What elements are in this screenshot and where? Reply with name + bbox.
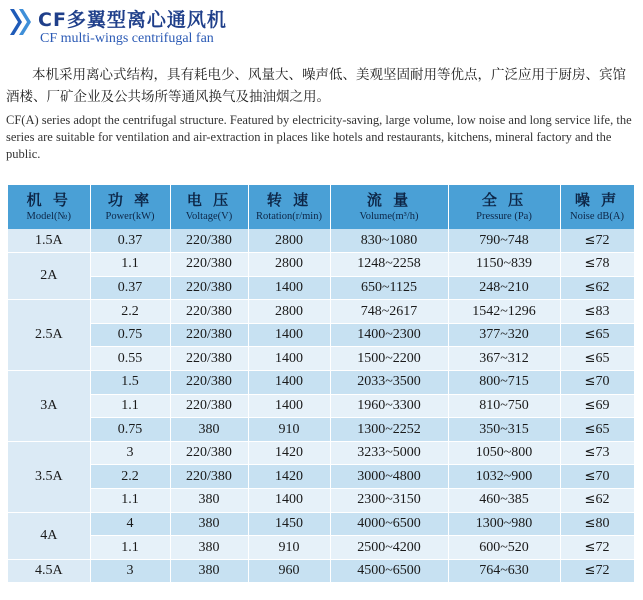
noise-cell — [560, 512, 634, 536]
header-label-cn: 转 速 — [266, 190, 312, 209]
pressure-cell: 810~750 — [448, 394, 560, 418]
model-cell: 2.5A — [8, 300, 90, 371]
noise-value: 62 — [595, 279, 610, 295]
noise-cell — [560, 418, 634, 442]
voltage-cell: 380 — [170, 418, 248, 442]
voltage-cell: 380 — [170, 559, 248, 583]
noise-cell — [560, 229, 634, 253]
noise-cell — [560, 489, 634, 513]
noise-cell — [560, 536, 634, 560]
rotation-cell: 1400 — [248, 347, 330, 371]
column-header-volume — [330, 185, 448, 229]
power-cell: 3 — [90, 559, 170, 583]
model-cell: 3A — [8, 371, 90, 442]
noise-value: 65 — [595, 421, 610, 437]
table-row — [8, 300, 634, 324]
less-equal-symbol: ≤ — [584, 374, 596, 390]
noise-cell — [560, 323, 634, 347]
voltage-cell: 380 — [170, 489, 248, 513]
power-cell: 2.2 — [90, 300, 170, 324]
volume-cell: 1500~2200 — [330, 347, 448, 371]
voltage-cell: 380 — [170, 536, 248, 560]
pressure-cell: 350~315 — [448, 418, 560, 442]
table-row — [8, 418, 634, 442]
header-label-cn: 功 率 — [107, 190, 153, 209]
volume-cell: 650~1125 — [330, 276, 448, 300]
less-equal-symbol: ≤ — [584, 492, 596, 508]
noise-value: 70 — [595, 468, 610, 484]
spec-table — [8, 185, 635, 583]
header-label-cn: 噪 声 — [574, 190, 620, 209]
volume-cell: 3000~4800 — [330, 465, 448, 489]
less-equal-symbol: ≤ — [584, 279, 596, 295]
less-equal-symbol: ≤ — [584, 468, 596, 484]
power-cell: 1.5 — [90, 371, 170, 395]
pressure-cell: 800~715 — [448, 371, 560, 395]
voltage-cell: 220/380 — [170, 394, 248, 418]
noise-value: 65 — [595, 350, 610, 366]
volume-cell: 830~1080 — [330, 229, 448, 253]
rotation-cell: 1400 — [248, 489, 330, 513]
header-label-en: Voltage(V) — [185, 210, 233, 222]
noise-value: 70 — [595, 374, 610, 390]
header-label-cn: 电 压 — [186, 190, 232, 209]
rotation-cell: 910 — [248, 536, 330, 560]
rotation-cell: 1400 — [248, 323, 330, 347]
table-row — [8, 441, 634, 465]
intro-text-en: CF(A) series adopt the centrifugal structure. Featured by electricity-saving, large volume, low noise and long service life, the series are suitable for ventilation and air-extraction in places like hotels and restaurants, kitchens, mineral factory and the public. — [6, 113, 632, 161]
rotation-cell: 1420 — [248, 441, 330, 465]
power-cell: 0.75 — [90, 323, 170, 347]
pressure-cell: 1150~839 — [448, 253, 560, 277]
header-label-en: Rotation(r/min) — [256, 210, 322, 222]
rotation-cell: 1400 — [248, 276, 330, 300]
noise-value: 62 — [595, 492, 610, 508]
voltage-cell: 220/380 — [170, 229, 248, 253]
noise-cell — [560, 253, 634, 277]
column-header-power — [90, 185, 170, 229]
table-row — [8, 371, 634, 395]
voltage-cell: 220/380 — [170, 253, 248, 277]
table-row — [8, 323, 634, 347]
pressure-cell: 460~385 — [448, 489, 560, 513]
column-header-rotation — [248, 185, 330, 229]
table-row — [8, 489, 634, 513]
pressure-cell: 1542~1296 — [448, 300, 560, 324]
pressure-cell: 377~320 — [448, 323, 560, 347]
table-row — [8, 253, 634, 277]
power-cell: 1.1 — [90, 394, 170, 418]
header-label-en: Volume(m³/h) — [359, 210, 419, 222]
noise-cell — [560, 559, 634, 583]
pressure-cell: 1300~980 — [448, 512, 560, 536]
voltage-cell: 220/380 — [170, 441, 248, 465]
less-equal-symbol: ≤ — [584, 563, 596, 579]
power-cell: 1.1 — [90, 489, 170, 513]
power-cell: 2.2 — [90, 465, 170, 489]
less-equal-symbol: ≤ — [584, 327, 596, 343]
power-cell: 1.1 — [90, 253, 170, 277]
volume-cell: 1400~2300 — [330, 323, 448, 347]
pressure-cell: 248~210 — [448, 276, 560, 300]
rotation-cell: 1420 — [248, 465, 330, 489]
intro-text-cn: 本机采用离心式结构，具有耗电少、风量大、噪声低、美观坚固耐用等优点，广泛应用于厨房、宾馆酒楼、厂矿企业及公共场所等通风换气及抽油烟之用。 — [6, 67, 626, 105]
power-cell: 0.37 — [90, 276, 170, 300]
power-cell: 0.37 — [90, 229, 170, 253]
volume-cell: 1300~2252 — [330, 418, 448, 442]
table-row — [8, 229, 634, 253]
header-label-en: Model(№) — [26, 210, 71, 222]
volume-cell: 3233~5000 — [330, 441, 448, 465]
rotation-cell: 1400 — [248, 371, 330, 395]
volume-cell: 4000~6500 — [330, 512, 448, 536]
rotation-cell: 2800 — [248, 300, 330, 324]
volume-cell: 2300~3150 — [330, 489, 448, 513]
less-equal-symbol: ≤ — [584, 445, 596, 461]
power-cell: 0.75 — [90, 418, 170, 442]
header-label-en: Power(kW) — [105, 210, 155, 222]
noise-value: 72 — [595, 563, 610, 579]
less-equal-symbol: ≤ — [584, 539, 596, 555]
table-row — [8, 536, 634, 560]
page-title: CF多翼型离心通风机 — [38, 9, 227, 31]
table-row — [8, 347, 634, 371]
voltage-cell: 220/380 — [170, 347, 248, 371]
column-header-pressure — [448, 185, 560, 229]
table-row — [8, 465, 634, 489]
rotation-cell: 2800 — [248, 229, 330, 253]
page-subtitle: CF multi-wings centrifugal fan — [40, 31, 214, 46]
noise-cell — [560, 300, 634, 324]
noise-cell — [560, 394, 634, 418]
volume-cell: 1960~3300 — [330, 394, 448, 418]
voltage-cell: 380 — [170, 512, 248, 536]
model-cell: 3.5A — [8, 441, 90, 512]
column-header-model — [8, 185, 90, 229]
power-cell: 1.1 — [90, 536, 170, 560]
pressure-cell: 1032~900 — [448, 465, 560, 489]
table-row — [8, 276, 634, 300]
pressure-cell: 600~520 — [448, 536, 560, 560]
voltage-cell: 220/380 — [170, 323, 248, 347]
table-row — [8, 512, 634, 536]
pressure-cell: 764~630 — [448, 559, 560, 583]
noise-cell — [560, 371, 634, 395]
column-header-noise — [560, 185, 634, 229]
noise-value: 72 — [595, 232, 610, 248]
column-header-voltage — [170, 185, 248, 229]
table-row — [8, 394, 634, 418]
pressure-cell: 790~748 — [448, 229, 560, 253]
noise-cell — [560, 465, 634, 489]
voltage-cell: 220/380 — [170, 276, 248, 300]
less-equal-symbol: ≤ — [584, 421, 596, 437]
header-label-en: Noise dB(A) — [570, 210, 624, 222]
power-cell: 3 — [90, 441, 170, 465]
model-cell: 4.5A — [8, 559, 90, 583]
model-cell: 4A — [8, 512, 90, 559]
noise-value: 73 — [595, 445, 610, 461]
noise-value: 78 — [595, 256, 610, 272]
rotation-cell: 2800 — [248, 253, 330, 277]
noise-cell — [560, 441, 634, 465]
noise-cell — [560, 347, 634, 371]
noise-value: 65 — [595, 327, 610, 343]
volume-cell: 4500~6500 — [330, 559, 448, 583]
noise-value: 83 — [595, 303, 610, 319]
header-label-cn: 机 号 — [26, 190, 71, 209]
model-cell: 2A — [8, 253, 90, 300]
noise-value: 69 — [595, 397, 610, 413]
noise-cell — [560, 276, 634, 300]
power-cell: 0.55 — [90, 347, 170, 371]
noise-value: 72 — [595, 539, 610, 555]
less-equal-symbol: ≤ — [584, 303, 596, 319]
volume-cell: 2500~4200 — [330, 536, 448, 560]
less-equal-symbol: ≤ — [584, 397, 596, 413]
volume-cell: 2033~3500 — [330, 371, 448, 395]
rotation-cell: 960 — [248, 559, 330, 583]
rotation-cell: 910 — [248, 418, 330, 442]
rotation-cell: 1450 — [248, 512, 330, 536]
voltage-cell: 220/380 — [170, 465, 248, 489]
less-equal-symbol: ≤ — [584, 256, 596, 272]
less-equal-symbol: ≤ — [584, 350, 596, 366]
volume-cell: 1248~2258 — [330, 253, 448, 277]
rotation-cell: 1400 — [248, 394, 330, 418]
voltage-cell: 220/380 — [170, 300, 248, 324]
pressure-cell: 367~312 — [448, 347, 560, 371]
pressure-cell: 1050~800 — [448, 441, 560, 465]
noise-value: 80 — [595, 515, 610, 531]
volume-cell: 748~2617 — [330, 300, 448, 324]
header-label-en: Pressure (Pa) — [476, 210, 532, 222]
less-equal-symbol: ≤ — [584, 515, 596, 531]
voltage-cell: 220/380 — [170, 371, 248, 395]
table-header-row — [8, 185, 634, 229]
table-row — [8, 559, 634, 583]
header-label-cn: 全 压 — [481, 190, 527, 209]
brand-logo-icon — [8, 7, 34, 37]
less-equal-symbol: ≤ — [584, 232, 596, 248]
header-label-cn: 流 量 — [366, 190, 412, 209]
model-cell: 1.5A — [8, 229, 90, 253]
power-cell: 4 — [90, 512, 170, 536]
